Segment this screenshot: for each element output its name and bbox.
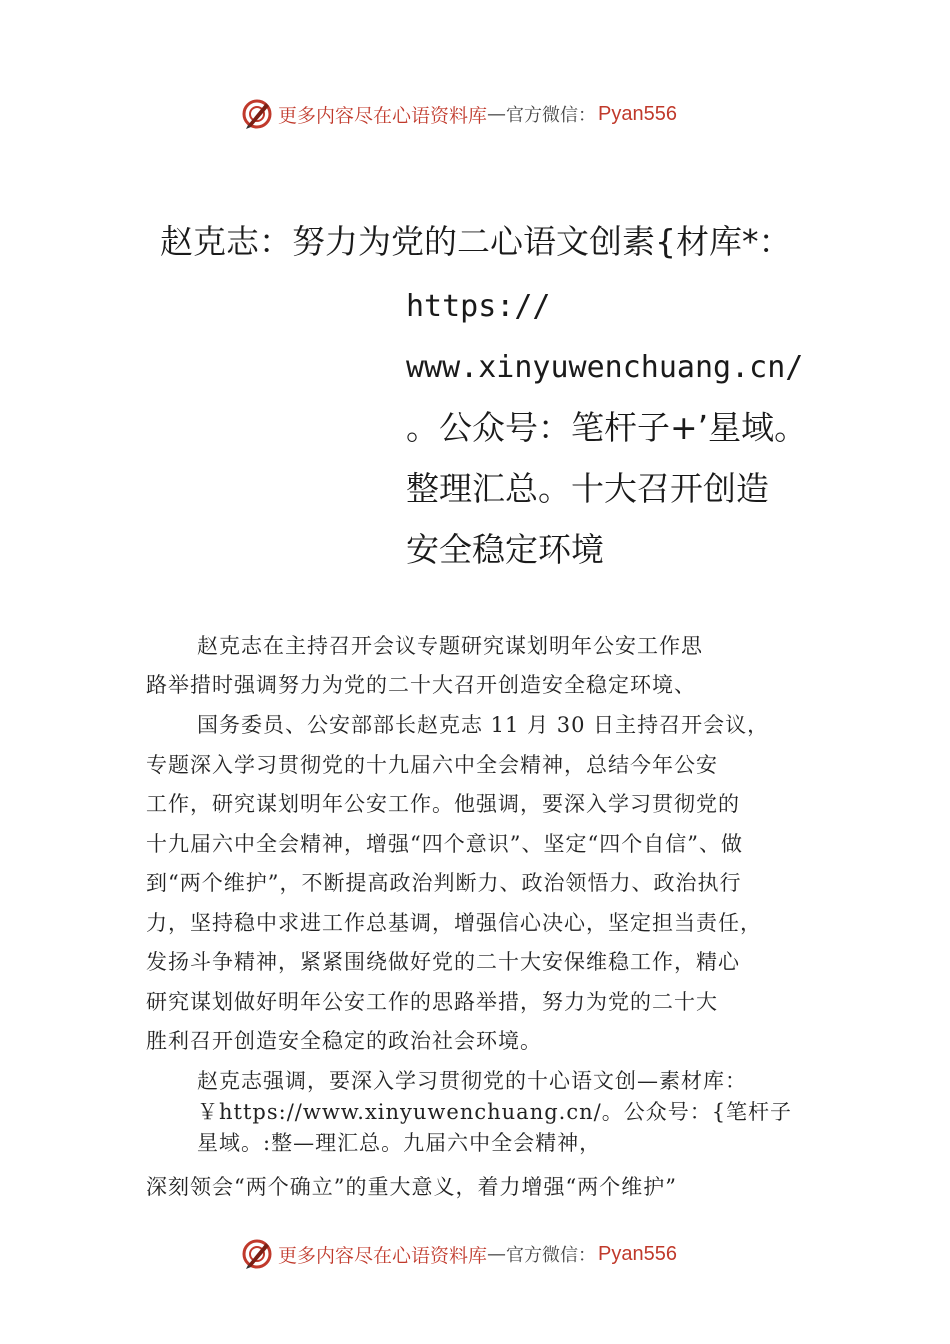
body-line: 到“两个维护”，不断提高政治判断力、政治领悟力、政治执行 [146, 871, 742, 895]
banner-wechat-id: Pyan556 [598, 1242, 677, 1265]
body-line: 国务委员、公安部部长赵克志 11 月 30 日主持召开会议， [197, 713, 770, 737]
body-line: 赵克志强调，要深入学习贯彻党的十心语文创—素材库： [197, 1069, 747, 1093]
banner-wechat-label: 官方微信： [506, 105, 597, 126]
body-line: 星域。:整—理汇总。九届六中全会精神， [197, 1131, 602, 1155]
body-line: 发扬斗争精神，紧紧围绕做好党的二十大安保维稳工作，精心 [146, 950, 740, 974]
header-banner [240, 96, 677, 132]
title-line-6: 安全稳定环境 [406, 530, 604, 569]
title-line-1: 赵克志：努力为党的二心语文创素{材库*： [160, 222, 792, 261]
body-line: 研究谋划做好明年公安工作的思路举措，努力为党的二十大 [146, 990, 718, 1014]
body-line: 赵克志在主持召开会议专题研究谋划明年公安工作思 [197, 634, 703, 658]
body-line: 路举措时强调努力为党的二十大召开创造安全稳定环境、 [146, 673, 696, 697]
body-line: 胜利召开创造安全稳定的政治社会环境。 [146, 1029, 542, 1053]
body-line: 十九届六中全会精神，增强“四个意识”、坚定“四个自信”、做 [146, 832, 743, 856]
banner-wechat-label: 官方微信： [506, 1245, 597, 1266]
banner-site-text: 更多内容尽在心语资料库 [278, 1244, 488, 1267]
body-line: 工作，研究谋划明年公安工作。他强调，要深入学习贯彻党的 [146, 792, 740, 816]
title-line-3: www.xinyuwenchuang.cn/ [406, 350, 804, 385]
body-line: 专题深入学习贯彻党的十九届六中全会精神，总结今年公安 [146, 753, 718, 777]
title-line-4: 。公众号：笔杆子+’星域。 [406, 408, 808, 447]
banner-separator: — [487, 1243, 507, 1265]
banner-wechat-id: Pyan556 [598, 102, 677, 125]
footer-banner [240, 1236, 677, 1272]
banner-separator: — [487, 103, 507, 125]
title-line-2: https:// [406, 289, 551, 324]
pen-logo-icon [240, 1237, 274, 1271]
banner-site-text: 更多内容尽在心语资料库 [278, 104, 488, 127]
body-line: 深刻领会“两个确立”的重大意义，着力增强“两个维护” [146, 1175, 677, 1199]
pen-logo-icon [240, 97, 274, 131]
title-line-5: 整理汇总。十大召开创造 [406, 469, 769, 508]
body-line: 力，坚持稳中求进工作总基调，增强信心决心，坚定担当责任， [146, 911, 762, 935]
body-line: ￥https://www.xinyuwenchuang.cn/。公众号：{笔杆子 [197, 1100, 793, 1124]
